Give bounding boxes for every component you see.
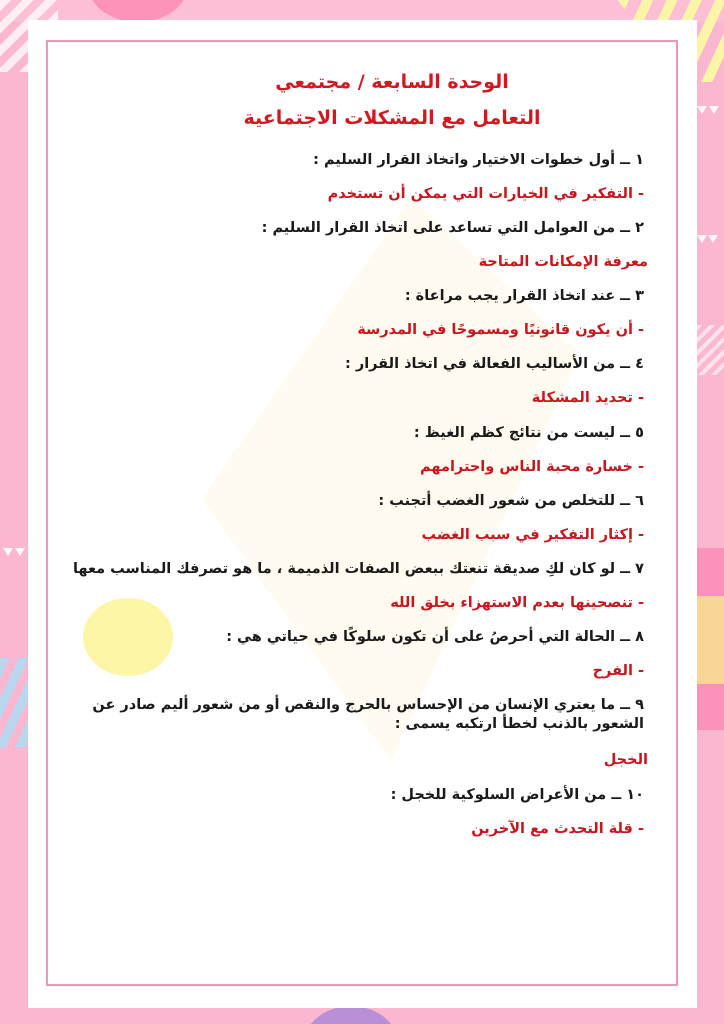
- decor-right-band-yellow: [697, 596, 724, 684]
- decor-right-band-pink: [697, 548, 724, 596]
- decor-triangle: [15, 548, 25, 556]
- answer-5: - خسارة محبة الناس واحترامهم: [420, 459, 644, 475]
- answer-9: الخجل: [603, 752, 648, 768]
- answer-10: - قلة التحدث مع الآخرين: [471, 821, 644, 837]
- decor-triangle: [709, 106, 719, 114]
- lesson-title: التعامل مع المشكلات الاجتماعية: [243, 107, 541, 129]
- question-8: ٨ ــ الحالة التي أحرصُ على أن تكون سلوكًا في حياتي هي :: [226, 629, 644, 645]
- question-5: ٥ ــ ليست من نتائج كظم الغيظ :: [413, 425, 644, 441]
- worksheet-frame: [46, 40, 678, 986]
- decor-triangle: [697, 235, 707, 243]
- answer-6: - إكثار التفكير في سبب الغضب: [421, 527, 644, 543]
- question-2: ٢ ــ من العوامل التي تساعد على اتخاذ القرار السليم :: [261, 220, 644, 236]
- answer-7: - تنصحينها بعدم الاستهزاء بخلق الله: [390, 595, 644, 611]
- decor-stripes-right: [697, 325, 724, 375]
- answer-3: - أن يكون قانونيًا ومسموحًا في المدرسة: [357, 322, 644, 338]
- question-3: ٣ ــ عند اتخاذ القرار يجب مراعاة :: [404, 288, 644, 304]
- question-4: ٤ ــ من الأساليب الفعالة في اتخاذ القرار :: [345, 356, 644, 372]
- decor-triangle: [708, 235, 718, 243]
- decor-purple-semicircle: [303, 1006, 399, 1024]
- answer-1: - التفكير في الخيارات التي يمكن أن تستخدم: [327, 186, 644, 202]
- question-10: ١٠ ــ من الأعراض السلوكية للخجل :: [390, 787, 644, 803]
- question-6: ٦ ــ للتخلص من شعور الغضب أتجنب :: [378, 493, 644, 509]
- decor-triangle: [3, 548, 13, 556]
- decor-triangle: [697, 106, 707, 114]
- worksheet-content: [60, 60, 664, 130]
- question-1: ١ ــ أول خطوات الاختيار واتخاذ القرار السليم :: [313, 152, 644, 168]
- question-7: ٧ ــ لو كان لكِ صديقة تنعتك ببعض الصفات الذميمة ، ما هو تصرفك المناسب معها: [72, 561, 644, 577]
- decor-blue-stripes-left: [0, 658, 28, 748]
- question-9: ٩ ــ ما يعتري الإنسان من الإحساس بالحرج والنقص أو من شعور أليم صادر عن الشعور بالذنب لخطأ ارتكبه يسمى :: [92, 697, 644, 732]
- answer-2: معرفة الإمكانات المتاحة: [478, 254, 648, 270]
- answer-8: - الفرح: [592, 663, 644, 679]
- decor-right-band-pink-2: [697, 684, 724, 730]
- answer-4: - تحديد المشكلة: [531, 390, 644, 406]
- unit-title: الوحدة السابعة / مجتمعي: [275, 71, 509, 93]
